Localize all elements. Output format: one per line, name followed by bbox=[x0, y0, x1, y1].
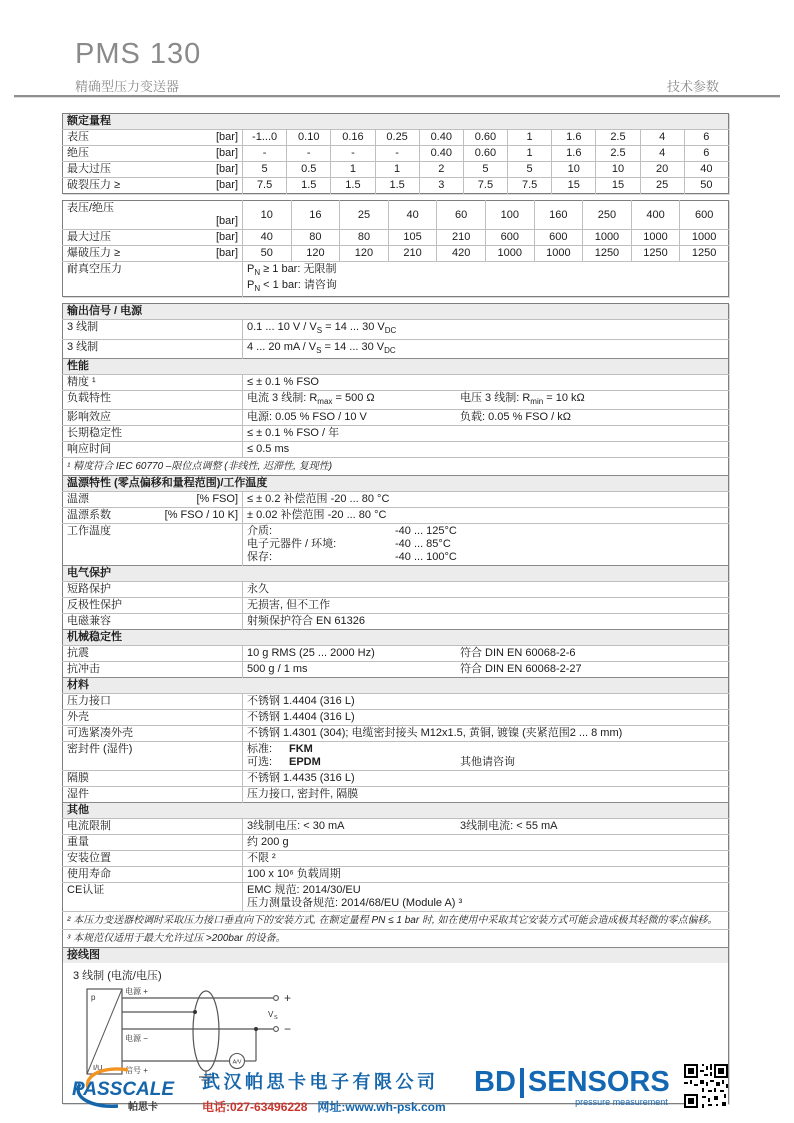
value-cell: 20 bbox=[640, 162, 684, 178]
value-cell: 1.5 bbox=[375, 178, 419, 194]
value-cell: 600 bbox=[534, 230, 583, 246]
value-cell: 7.5 bbox=[463, 178, 507, 194]
bd-divider bbox=[520, 1068, 524, 1098]
value-cell: 120 bbox=[291, 246, 340, 262]
value-cell: 80 bbox=[291, 230, 340, 246]
value-cell: 25 bbox=[340, 201, 389, 230]
footnote-row: ³ 本规范仅适用于最大允许过压 >200bar 的设备。 bbox=[63, 929, 729, 947]
wiring-type-label: 3 线制 (电流/电压) bbox=[73, 969, 162, 982]
table-row bbox=[63, 130, 729, 146]
header-right-label: 技术参数 bbox=[666, 79, 719, 94]
value-cell: 40 bbox=[388, 201, 437, 230]
page-footer bbox=[66, 1062, 788, 1119]
spec-row: 抗震 10 g RMS (25 ... 2000 Hz) 符合 DIN EN 60068-2-6 bbox=[63, 645, 729, 661]
spec-row: 3 线制 4 ... 20 mA / $V_S = 14$ ... 30 $V_{DC}$ bbox=[63, 339, 729, 358]
spec-row: 湿件 压力接口, 密封件, 隔膜 bbox=[63, 786, 729, 802]
spec-row: 工作温度 介质: -40 ... 125°C 电子元器件 / 环境: -40 ... 85°C 保存: -40 ... 100°C bbox=[63, 523, 729, 565]
box-p-label: p bbox=[91, 992, 96, 1002]
value-cell: 0.5 bbox=[287, 162, 331, 178]
value-cell: 100 bbox=[485, 201, 534, 230]
spec-row: CE认证 EMC 规范: 2014/30/EU 压力测量设备规范: 2014/68/EU (Module A) ³ bbox=[63, 882, 729, 911]
vs-label: V bbox=[268, 1009, 274, 1019]
value-cell: 1.6 bbox=[552, 130, 596, 146]
value-cell: 0.60 bbox=[463, 146, 507, 162]
value-cell: 50 bbox=[243, 246, 292, 262]
section-header: 电气保护 bbox=[63, 565, 729, 581]
value-cell: 5 bbox=[243, 162, 287, 178]
value-cell: 600 bbox=[485, 230, 534, 246]
value-cell: 0.40 bbox=[419, 130, 463, 146]
row-label-cell: 耐真空压力 bbox=[63, 262, 243, 297]
value-cell: 1000 bbox=[534, 246, 583, 262]
value-cell: 25 bbox=[640, 178, 684, 194]
value-cell: - bbox=[287, 146, 331, 162]
spec-row: 电流限制 3线制电压: < 30 mA 3线制电流: < 55 mA bbox=[63, 818, 729, 834]
spec-row: 温漂系数 [% FSO / 10 K] ± 0.02 补偿范围 -20 ... 80 °C bbox=[63, 507, 729, 523]
value-cell: 3 bbox=[419, 178, 463, 194]
rated-range-table-high bbox=[62, 200, 729, 297]
table-row bbox=[63, 162, 729, 178]
row-label-cell: 破裂压力 ≥ [bar] bbox=[63, 178, 243, 194]
spec-value: 0.1 ... 10 $V / V_S = 14$ ... 30 $V_{DC}$ bbox=[243, 320, 729, 339]
value-cell: 7.5 bbox=[243, 178, 287, 194]
value-cell: 0.10 bbox=[287, 130, 331, 146]
spec-table bbox=[62, 303, 729, 1104]
value-cell: 1000 bbox=[583, 230, 632, 246]
vs-sub: S bbox=[274, 1014, 278, 1021]
spec-row: 可选紧凑外壳 不锈钢 1.4301 (304); 电缆密封接头 M12x1.5, 黄铜, 镀镍 (夹紧范围2 ... 8 mm) bbox=[63, 725, 729, 741]
value-cell: 2.5 bbox=[596, 130, 640, 146]
value-cell: 1 bbox=[508, 130, 552, 146]
value-cell: 1.5 bbox=[331, 178, 375, 194]
bdsensors-logo bbox=[474, 1066, 670, 1107]
value-cell: 2 bbox=[419, 162, 463, 178]
terminal-minus: − bbox=[284, 1021, 292, 1036]
section-header: 输出信号 / 电源 bbox=[63, 304, 729, 320]
value-cell: 1 bbox=[375, 162, 419, 178]
value-cell: 4 bbox=[640, 146, 684, 162]
value-cell: 0.60 bbox=[463, 130, 507, 146]
page-subtitle: 精确型压力变送器 bbox=[75, 79, 180, 94]
table-row bbox=[63, 201, 729, 230]
value-cell: 0.40 bbox=[419, 146, 463, 162]
value-cell: 15 bbox=[552, 178, 596, 194]
spec-row: 影响效应 电源: 0.05 % FSO / 10 V 负载: 0.05 % FSO / kΩ bbox=[63, 409, 729, 425]
row-label-cell: 表压/绝压 [bar] bbox=[63, 201, 243, 230]
value-cell: 7.5 bbox=[508, 178, 552, 194]
header-divider bbox=[14, 95, 780, 98]
footnote-row: ² 本压力变送器校调时采取压力接口垂直向下的安装方式, 在额定量程 PN ≤ 1 bar 时, 如在使用中采取其它安装方式可能会造成极其轻微的零点偏移。 bbox=[63, 911, 729, 929]
vacuum-value-cell: $P_N \ge 1$ bar: 无限制 $P_N < 1$ bar: 请咨询 bbox=[243, 262, 729, 297]
value-cell: 120 bbox=[340, 246, 389, 262]
row-label-cell: 爆破压力 ≥ [bar] bbox=[63, 246, 243, 262]
spec-row: 使用寿命 100 x 10⁶ 负载周期 bbox=[63, 866, 729, 882]
section-header: 机械稳定性 bbox=[63, 629, 729, 645]
value-cell: 0.16 bbox=[331, 130, 375, 146]
value-cell: - bbox=[243, 146, 287, 162]
bd-text: BD bbox=[474, 1066, 516, 1098]
company-block bbox=[202, 1068, 464, 1115]
sensors-text: SENSORS bbox=[527, 1066, 670, 1098]
table-row bbox=[63, 146, 729, 162]
value-cell: 40 bbox=[684, 162, 728, 178]
box-iu-label: I/U bbox=[93, 1062, 103, 1072]
value-cell: 15 bbox=[596, 178, 640, 194]
spec-row: 温漂 [% FSO] ≤ ± 0.2 补偿范围 -20 ... 80 °C bbox=[63, 491, 729, 507]
value-cell: 250 bbox=[583, 201, 632, 230]
vacuum-row bbox=[63, 262, 729, 297]
page-title: PMS 130 bbox=[75, 38, 202, 70]
website-link[interactable]: 网址:www.wh-psk.com bbox=[317, 1100, 446, 1114]
spec-row: 外壳 不锈钢 1.4404 (316 L) bbox=[63, 709, 729, 725]
rated-range-table-low bbox=[62, 113, 729, 194]
company-name: 武汉帕思卡电子有限公司 bbox=[202, 1072, 439, 1092]
row-label-cell: 表压 [bar] bbox=[63, 130, 243, 146]
value-cell: 80 bbox=[340, 230, 389, 246]
value-cell: 5 bbox=[508, 162, 552, 178]
value-cell: 4 bbox=[640, 130, 684, 146]
spec-row: 压力接口 不锈钢 1.4404 (316 L) bbox=[63, 693, 729, 709]
section-header: 额定量程 bbox=[63, 114, 729, 130]
value-cell: 1250 bbox=[583, 246, 632, 262]
spec-row: 负载特性 电流 3 线制: $R_{max} = 500$ Ω 电压 3 线制: $R_{min} = 10$ kΩ bbox=[63, 390, 729, 409]
value-cell: 10 bbox=[243, 201, 292, 230]
row-label-cell: 最大过压 [bar] bbox=[63, 230, 243, 246]
value-cell: 1000 bbox=[485, 246, 534, 262]
value-cell: 1000 bbox=[631, 230, 680, 246]
value-cell: 6 bbox=[684, 146, 728, 162]
value-cell: 16 bbox=[291, 201, 340, 230]
spec-row: 长期稳定性 ≤ ± 0.1 % FSO / 年 bbox=[63, 425, 729, 441]
value-cell: 50 bbox=[684, 178, 728, 194]
value-cell: 1250 bbox=[631, 246, 680, 262]
spec-row: 精度 ¹ ≤ ± 0.1 % FSO bbox=[63, 374, 729, 390]
row-label-cell: 最大过压 [bar] bbox=[63, 162, 243, 178]
value-cell: 1.6 bbox=[552, 146, 596, 162]
value-cell: - bbox=[331, 146, 375, 162]
value-cell: 1 bbox=[508, 146, 552, 162]
value-cell: -1...0 bbox=[243, 130, 287, 146]
value-cell: 2.5 bbox=[596, 146, 640, 162]
value-cell: 420 bbox=[437, 246, 486, 262]
value-cell: 5 bbox=[463, 162, 507, 178]
value-cell: 60 bbox=[437, 201, 486, 230]
supply-plus-label: 电源 + bbox=[125, 986, 148, 996]
spec-row: 重量 约 200 g bbox=[63, 834, 729, 850]
section-header: 性能 bbox=[63, 358, 729, 374]
spec-row: 安装位置 不限 ² bbox=[63, 850, 729, 866]
spec-row: 短路保护 永久 bbox=[63, 581, 729, 597]
passcale-cn-text: 帕思卡 bbox=[128, 1102, 158, 1113]
section-header: 接线图 bbox=[63, 947, 729, 963]
value-cell: 600 bbox=[680, 201, 729, 230]
value-cell: - bbox=[375, 146, 419, 162]
value-cell: 105 bbox=[388, 230, 437, 246]
spec-row: 抗冲击 500 g / 1 ms 符合 DIN EN 60068-2-27 bbox=[63, 661, 729, 677]
terminal-plus: + bbox=[284, 990, 292, 1005]
value-cell: 6 bbox=[684, 130, 728, 146]
spec-row: 反极性保护 无损害, 但不工作 bbox=[63, 597, 729, 613]
bdsensors-tagline: pressure measurement bbox=[575, 1097, 668, 1107]
value-cell: 1000 bbox=[680, 230, 729, 246]
spec-row: 3 线制 0.1 ... 10 $V / V_S = 14$ ... 30 $V_{DC}$ bbox=[63, 320, 729, 339]
table-row bbox=[63, 230, 729, 246]
table-row bbox=[63, 178, 729, 194]
section-header: 其他 bbox=[63, 802, 729, 818]
value-cell: 1.5 bbox=[287, 178, 331, 194]
section-header: 温漂特性 (零点偏移和量程范围)/工作温度 bbox=[63, 475, 729, 491]
page-header bbox=[75, 38, 780, 95]
passcale-logo bbox=[66, 1062, 194, 1119]
value-cell: 10 bbox=[552, 162, 596, 178]
datasheet-body bbox=[62, 113, 728, 1104]
spec-row: 隔膜 不锈钢 1.4435 (316 L) bbox=[63, 770, 729, 786]
value-cell: 160 bbox=[534, 201, 583, 230]
value-cell: 0.25 bbox=[375, 130, 419, 146]
supply-minus-label: 电源 − bbox=[125, 1033, 148, 1043]
passcale-text: PASSCALE bbox=[72, 1079, 175, 1100]
value-cell: 1250 bbox=[680, 246, 729, 262]
value-cell: 40 bbox=[243, 230, 292, 246]
value-cell: 210 bbox=[437, 230, 486, 246]
footnote-row: ¹ 精度符合 IEC 60770 –限位点调整 (非线性, 迟滞性, 复现性) bbox=[63, 457, 729, 475]
value-cell: 210 bbox=[388, 246, 437, 262]
spec-value: 4 ... 20 mA / $V_S = 14$ ... 30 $V_{DC}$ bbox=[243, 339, 729, 358]
value-cell: 1 bbox=[331, 162, 375, 178]
spec-row: 密封件 (湿件) 标准: FKM 可选: EPDM 其他请咨询 bbox=[63, 741, 729, 770]
value-cell: 400 bbox=[631, 201, 680, 230]
table-row bbox=[63, 246, 729, 262]
phone-number: 电话:027-63496228 bbox=[202, 1100, 308, 1114]
signal-plus-label: 信号 + bbox=[125, 1065, 148, 1075]
spec-row: 响应时间 ≤ 0.5 ms bbox=[63, 441, 729, 457]
section-header: 材料 bbox=[63, 677, 729, 693]
qr-code-icon bbox=[684, 1064, 728, 1113]
value-cell: 10 bbox=[596, 162, 640, 178]
meter-label: A/V bbox=[232, 1059, 242, 1066]
spec-row: 电磁兼容 射频保护符合 EN 61326 bbox=[63, 613, 729, 629]
row-label-cell: 绝压 [bar] bbox=[63, 146, 243, 162]
